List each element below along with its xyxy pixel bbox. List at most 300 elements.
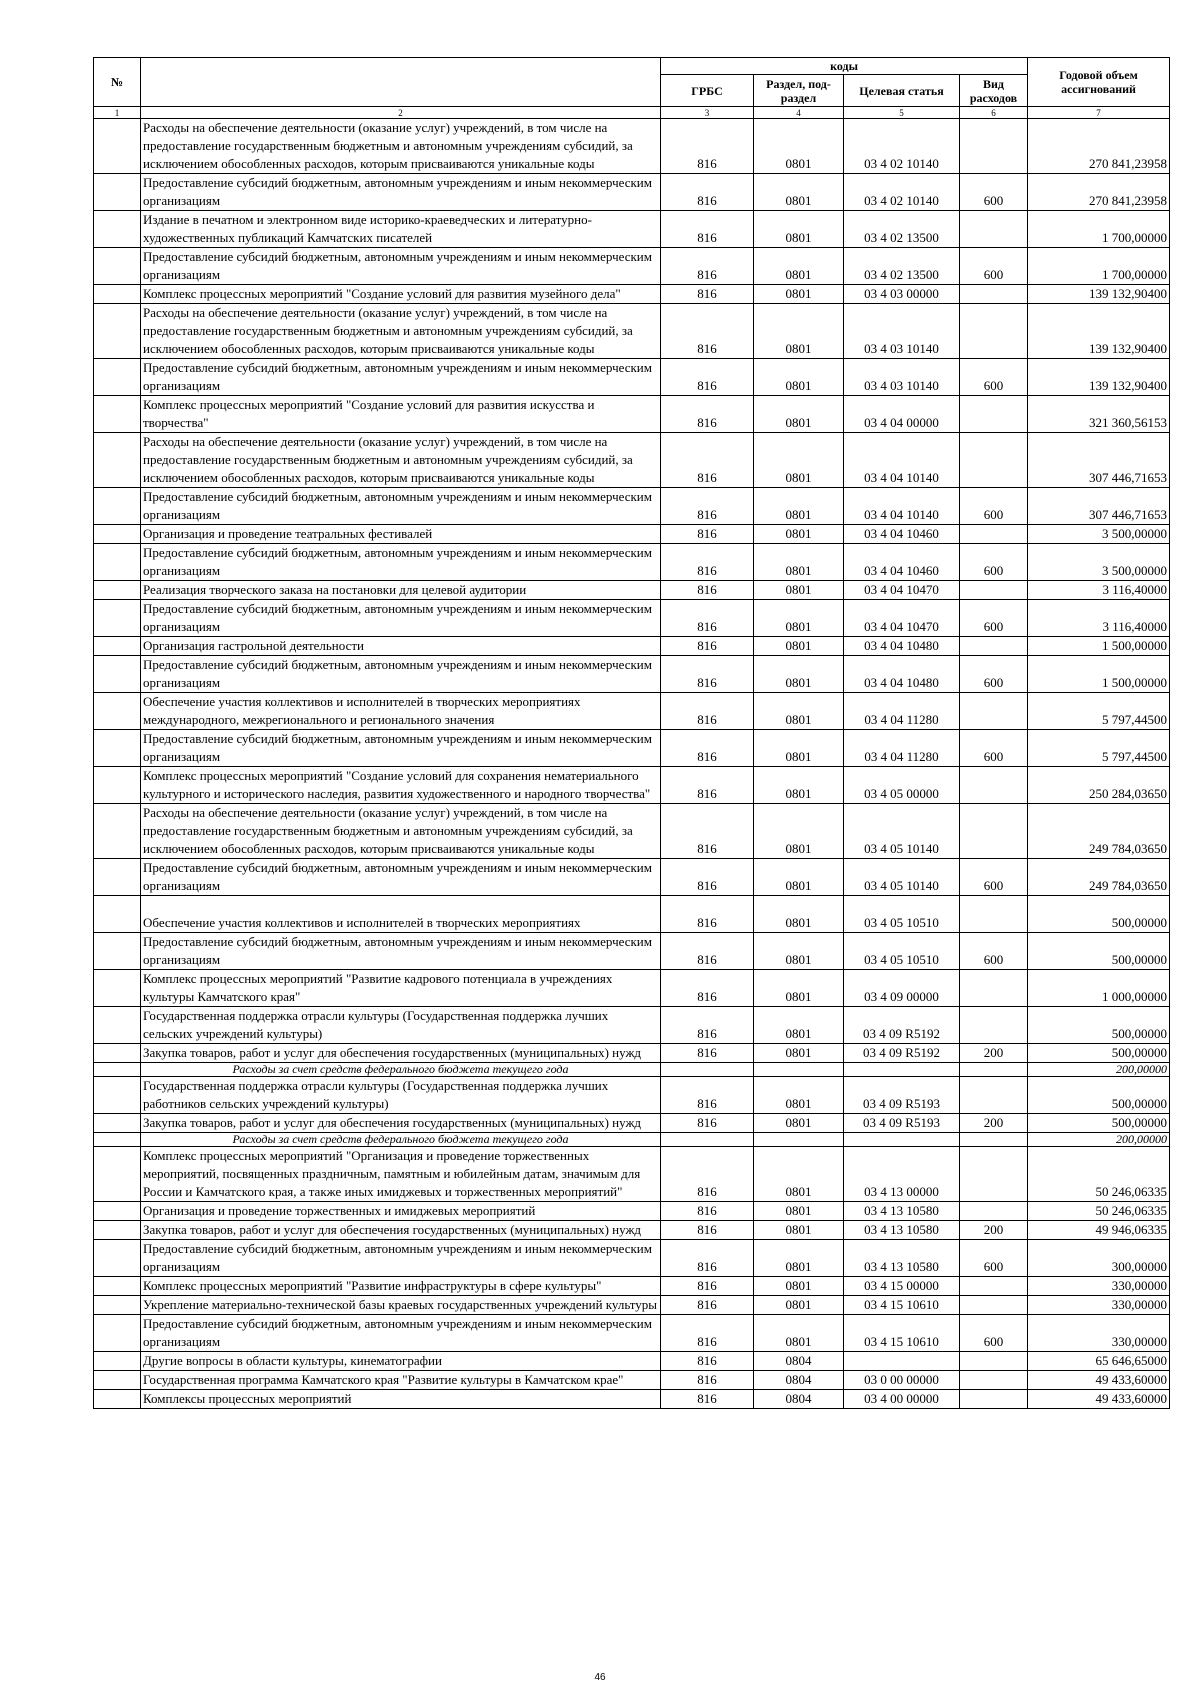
cell-grbs: 816 xyxy=(661,767,754,804)
cell-grbs: 816 xyxy=(661,119,754,174)
cell-num xyxy=(94,1147,141,1202)
cell-amount: 330,00000 xyxy=(1028,1277,1170,1296)
cell-name: Комплекс процессных мероприятий "Создание условий для сохранения нематериального культурного и исторического наследия, развития художественного и народного творчества" xyxy=(141,767,661,804)
cell-grbs: 816 xyxy=(661,1147,754,1202)
table-row xyxy=(94,896,1170,933)
cell-name: Предоставление субсидий бюджетным, автономным учреждениям и иным некоммерческим организациям xyxy=(141,1240,661,1277)
cell-name: Комплекс процессных мероприятий "Развитие инфраструктуры в сфере культуры" xyxy=(141,1277,661,1296)
cell-target: 03 4 09 00000 xyxy=(844,970,960,1007)
cell-target: 03 4 04 10140 xyxy=(844,433,960,488)
cell-num xyxy=(94,600,141,637)
cell-grbs: 816 xyxy=(661,396,754,433)
cell-name: Предоставление субсидий бюджетным, автономным учреждениям и иным некоммерческим организациям xyxy=(141,600,661,637)
cell-kind: 600 xyxy=(960,730,1028,767)
cell-grbs: 816 xyxy=(661,804,754,859)
cell-kind xyxy=(960,285,1028,304)
cell-name: Комплекс процессных мероприятий "Создание условий для развития музейного дела" xyxy=(141,285,661,304)
table-row xyxy=(94,730,1170,767)
cell-target xyxy=(844,1133,960,1147)
cell-grbs: 816 xyxy=(661,304,754,359)
cell-section: 0801 xyxy=(754,859,844,896)
cell-grbs: 816 xyxy=(661,285,754,304)
cell-num xyxy=(94,211,141,248)
cell-target: 03 4 04 10460 xyxy=(844,544,960,581)
cell-name: Предоставление субсидий бюджетным, автономным учреждениям и иным некоммерческим организациям xyxy=(141,859,661,896)
cell-name: Закупка товаров, работ и услуг для обеспечения государственных (муниципальных) нужд xyxy=(141,1044,661,1063)
cell-name: Предоставление субсидий бюджетным, автономным учреждениям и иным некоммерческим организациям xyxy=(141,359,661,396)
cell-section: 0801 xyxy=(754,767,844,804)
cell-section: 0801 xyxy=(754,896,844,933)
cell-target: 03 4 04 10470 xyxy=(844,581,960,600)
cell-amount: 50 246,06335 xyxy=(1028,1202,1170,1221)
cell-name: Организация и проведение театральных фестивалей xyxy=(141,525,661,544)
cell-num xyxy=(94,730,141,767)
table-row xyxy=(94,304,1170,359)
cell-kind xyxy=(960,525,1028,544)
cell-grbs: 816 xyxy=(661,211,754,248)
cell-target: 03 4 03 10140 xyxy=(844,359,960,396)
table-row xyxy=(94,544,1170,581)
cell-grbs: 816 xyxy=(661,359,754,396)
cell-name: Расходы на обеспечение деятельности (оказание услуг) учреждений, в том числе на предоставление государственным бюджетным и автономным учреждениям субсидий, за исключением обособленных расходов, которым присваиваются уникальные коды xyxy=(141,804,661,859)
col-header-grbs: ГРБС xyxy=(661,75,754,107)
cell-target: 03 4 03 10140 xyxy=(844,304,960,359)
cell-section: 0801 xyxy=(754,248,844,285)
cell-grbs: 816 xyxy=(661,933,754,970)
cell-target: 03 4 15 10610 xyxy=(844,1296,960,1315)
cell-amount: 139 132,90400 xyxy=(1028,359,1170,396)
cell-num xyxy=(94,1133,141,1147)
table-row xyxy=(94,1240,1170,1277)
cell-kind: 600 xyxy=(960,1240,1028,1277)
cell-grbs: 816 xyxy=(661,1352,754,1371)
cell-target: 03 4 00 00000 xyxy=(844,1390,960,1409)
cell-grbs: 816 xyxy=(661,1077,754,1114)
col-header-amount: Годовой объем ассигнований xyxy=(1028,58,1170,107)
cell-name: Другие вопросы в области культуры, кинематографии xyxy=(141,1352,661,1371)
cell-name: Предоставление субсидий бюджетным, автономным учреждениям и иным некоммерческим организациям xyxy=(141,488,661,525)
cell-target: 03 4 02 13500 xyxy=(844,211,960,248)
cell-num xyxy=(94,1296,141,1315)
cell-num xyxy=(94,693,141,730)
cell-num xyxy=(94,1371,141,1390)
cell-section: 0801 xyxy=(754,359,844,396)
cell-kind: 200 xyxy=(960,1221,1028,1240)
cell-amount: 50 246,06335 xyxy=(1028,1147,1170,1202)
cell-kind xyxy=(960,1007,1028,1044)
table-row xyxy=(94,656,1170,693)
cell-amount: 330,00000 xyxy=(1028,1296,1170,1315)
cell-grbs: 816 xyxy=(661,433,754,488)
cell-grbs: 816 xyxy=(661,600,754,637)
cell-num xyxy=(94,433,141,488)
cell-target: 03 4 04 10460 xyxy=(844,525,960,544)
cell-num xyxy=(94,933,141,970)
cell-amount: 500,00000 xyxy=(1028,1007,1170,1044)
cell-kind: 600 xyxy=(960,544,1028,581)
cell-grbs: 816 xyxy=(661,1296,754,1315)
cell-kind xyxy=(960,804,1028,859)
table-row xyxy=(94,1371,1170,1390)
cell-amount: 500,00000 xyxy=(1028,1114,1170,1133)
cell-grbs: 816 xyxy=(661,970,754,1007)
cell-kind xyxy=(960,1390,1028,1409)
table-row xyxy=(94,1147,1170,1202)
col-header-target: Целевая статья xyxy=(844,75,960,107)
cell-kind: 600 xyxy=(960,359,1028,396)
cell-section: 0804 xyxy=(754,1371,844,1390)
cell-target: 03 4 09 R5193 xyxy=(844,1114,960,1133)
cell-target xyxy=(844,1352,960,1371)
cell-kind xyxy=(960,1063,1028,1077)
cell-amount: 500,00000 xyxy=(1028,896,1170,933)
cell-name: Организация гастрольной деятельности xyxy=(141,637,661,656)
cell-grbs: 816 xyxy=(661,656,754,693)
cell-section: 0801 xyxy=(754,1077,844,1114)
table-row xyxy=(94,248,1170,285)
cell-name: Предоставление субсидий бюджетным, автономным учреждениям и иным некоммерческим организациям xyxy=(141,656,661,693)
cell-kind xyxy=(960,767,1028,804)
cell-amount: 1 500,00000 xyxy=(1028,656,1170,693)
col-number: 4 xyxy=(754,107,844,119)
cell-section: 0801 xyxy=(754,1147,844,1202)
col-number: 1 xyxy=(94,107,141,119)
table-row xyxy=(94,693,1170,730)
cell-num xyxy=(94,544,141,581)
cell-section: 0801 xyxy=(754,1221,844,1240)
cell-kind xyxy=(960,304,1028,359)
cell-grbs: 816 xyxy=(661,1044,754,1063)
cell-kind xyxy=(960,970,1028,1007)
cell-section: 0801 xyxy=(754,600,844,637)
cell-name: Расходы на обеспечение деятельности (оказание услуг) учреждений, в том числе на предоставление государственным бюджетным и автономным учреждениям субсидий, за исключением обособленных расходов, которым присваиваются уникальные коды xyxy=(141,433,661,488)
cell-amount: 1 000,00000 xyxy=(1028,970,1170,1007)
table-header xyxy=(94,58,1170,119)
cell-amount: 321 360,56153 xyxy=(1028,396,1170,433)
cell-name: Расходы на обеспечение деятельности (оказание услуг) учреждений, в том числе на предоставление государственным бюджетным и автономным учреждениям субсидий, за исключением обособленных расходов, которым присваиваются уникальные коды xyxy=(141,119,661,174)
cell-num xyxy=(94,174,141,211)
cell-num xyxy=(94,396,141,433)
cell-name: Комплекс процессных мероприятий "Создание условий для развития искусства и творчества" xyxy=(141,396,661,433)
table-row xyxy=(94,804,1170,859)
table-row xyxy=(94,600,1170,637)
cell-grbs: 816 xyxy=(661,581,754,600)
cell-grbs: 816 xyxy=(661,637,754,656)
cell-grbs: 816 xyxy=(661,1240,754,1277)
cell-amount: 1 700,00000 xyxy=(1028,211,1170,248)
cell-num xyxy=(94,804,141,859)
column-number-row xyxy=(94,107,1170,119)
cell-section: 0801 xyxy=(754,1240,844,1277)
cell-grbs: 816 xyxy=(661,693,754,730)
cell-grbs: 816 xyxy=(661,1315,754,1352)
cell-amount: 5 797,44500 xyxy=(1028,730,1170,767)
cell-kind xyxy=(960,693,1028,730)
cell-num xyxy=(94,525,141,544)
cell-target: 03 4 13 10580 xyxy=(844,1240,960,1277)
cell-section xyxy=(754,1063,844,1077)
cell-grbs: 816 xyxy=(661,1371,754,1390)
cell-kind: 600 xyxy=(960,656,1028,693)
cell-amount: 500,00000 xyxy=(1028,1077,1170,1114)
cell-amount: 49 433,60000 xyxy=(1028,1390,1170,1409)
cell-amount: 3 500,00000 xyxy=(1028,544,1170,581)
cell-section: 0801 xyxy=(754,488,844,525)
cell-num xyxy=(94,285,141,304)
cell-target: 03 0 00 00000 xyxy=(844,1371,960,1390)
cell-kind xyxy=(960,1371,1028,1390)
cell-name: Реализация творческого заказа на постановки для целевой аудитории xyxy=(141,581,661,600)
cell-name: Обеспечение участия коллективов и исполнителей в творческих мероприятиях международного, межрегионального и регионального значения xyxy=(141,693,661,730)
col-header-codes: коды xyxy=(661,58,1028,75)
cell-amount: 270 841,23958 xyxy=(1028,174,1170,211)
cell-target: 03 4 09 R5192 xyxy=(844,1007,960,1044)
cell-section: 0801 xyxy=(754,730,844,767)
cell-num xyxy=(94,1063,141,1077)
cell-section: 0801 xyxy=(754,525,844,544)
cell-grbs xyxy=(661,1063,754,1077)
cell-num xyxy=(94,1315,141,1352)
cell-amount: 330,00000 xyxy=(1028,1315,1170,1352)
cell-target: 03 4 15 00000 xyxy=(844,1277,960,1296)
cell-num xyxy=(94,119,141,174)
cell-target: 03 4 04 11280 xyxy=(844,693,960,730)
cell-amount: 3 116,40000 xyxy=(1028,600,1170,637)
table-row xyxy=(94,119,1170,174)
cell-num xyxy=(94,248,141,285)
cell-kind xyxy=(960,1296,1028,1315)
cell-amount: 500,00000 xyxy=(1028,933,1170,970)
cell-amount: 139 132,90400 xyxy=(1028,304,1170,359)
cell-section: 0801 xyxy=(754,285,844,304)
table-row xyxy=(94,1077,1170,1114)
table-row xyxy=(94,1352,1170,1371)
col-number: 7 xyxy=(1028,107,1170,119)
cell-name: Укрепление материально-технической базы краевых государственных учреждений культуры xyxy=(141,1296,661,1315)
cell-section: 0801 xyxy=(754,174,844,211)
cell-grbs: 816 xyxy=(661,1277,754,1296)
cell-num xyxy=(94,488,141,525)
cell-num xyxy=(94,304,141,359)
cell-target: 03 4 13 10580 xyxy=(844,1202,960,1221)
table-row xyxy=(94,1044,1170,1063)
table-row xyxy=(94,211,1170,248)
cell-name: Расходы на обеспечение деятельности (оказание услуг) учреждений, в том числе на предоставление государственным бюджетным и автономным учреждениям субсидий, за исключением обособленных расходов, которым присваиваются уникальные коды xyxy=(141,304,661,359)
cell-target: 03 4 09 R5192 xyxy=(844,1044,960,1063)
cell-target: 03 4 04 00000 xyxy=(844,396,960,433)
cell-kind: 600 xyxy=(960,174,1028,211)
cell-target: 03 4 04 10480 xyxy=(844,637,960,656)
cell-target: 03 4 03 00000 xyxy=(844,285,960,304)
cell-section: 0801 xyxy=(754,656,844,693)
cell-target: 03 4 05 10510 xyxy=(844,896,960,933)
cell-num xyxy=(94,581,141,600)
cell-amount: 49 946,06335 xyxy=(1028,1221,1170,1240)
cell-name: Расходы за счет средств федерального бюджета текущего года xyxy=(141,1133,661,1147)
cell-section: 0804 xyxy=(754,1352,844,1371)
cell-grbs: 816 xyxy=(661,525,754,544)
cell-kind xyxy=(960,1277,1028,1296)
table-row xyxy=(94,1277,1170,1296)
cell-name: Предоставление субсидий бюджетным, автономным учреждениям и иным некоммерческим организациям xyxy=(141,730,661,767)
cell-name: Закупка товаров, работ и услуг для обеспечения государственных (муниципальных) нужд xyxy=(141,1221,661,1240)
cell-target: 03 4 15 10610 xyxy=(844,1315,960,1352)
cell-amount: 250 284,03650 xyxy=(1028,767,1170,804)
cell-grbs: 816 xyxy=(661,174,754,211)
cell-num xyxy=(94,1044,141,1063)
table-row xyxy=(94,1202,1170,1221)
cell-num xyxy=(94,637,141,656)
cell-grbs: 816 xyxy=(661,1390,754,1409)
cell-num xyxy=(94,767,141,804)
cell-grbs: 816 xyxy=(661,1007,754,1044)
table-row xyxy=(94,767,1170,804)
table-row xyxy=(94,1007,1170,1044)
cell-amount: 3 500,00000 xyxy=(1028,525,1170,544)
cell-section: 0801 xyxy=(754,119,844,174)
cell-target: 03 4 09 R5193 xyxy=(844,1077,960,1114)
cell-section: 0801 xyxy=(754,693,844,730)
table-row xyxy=(94,433,1170,488)
cell-kind xyxy=(960,1077,1028,1114)
federal-subtotal-row xyxy=(94,1133,1170,1147)
table-row xyxy=(94,581,1170,600)
cell-grbs: 816 xyxy=(661,896,754,933)
cell-section: 0801 xyxy=(754,1315,844,1352)
cell-amount: 5 797,44500 xyxy=(1028,693,1170,730)
cell-grbs: 816 xyxy=(661,859,754,896)
table-row xyxy=(94,488,1170,525)
cell-target: 03 4 04 10140 xyxy=(844,488,960,525)
col-number: 5 xyxy=(844,107,960,119)
cell-grbs: 816 xyxy=(661,1221,754,1240)
table-row xyxy=(94,933,1170,970)
cell-grbs: 816 xyxy=(661,730,754,767)
cell-num xyxy=(94,1007,141,1044)
cell-kind: 600 xyxy=(960,600,1028,637)
cell-section: 0801 xyxy=(754,544,844,581)
cell-grbs xyxy=(661,1133,754,1147)
cell-kind xyxy=(960,581,1028,600)
cell-name: Государственная программа Камчатского края "Развитие культуры в Камчатском крае" xyxy=(141,1371,661,1390)
table-row xyxy=(94,1315,1170,1352)
table-row xyxy=(94,859,1170,896)
cell-name: Комплекс процессных мероприятий "Развитие кадрового потенциала в учреждениях культуры Камчатского края" xyxy=(141,970,661,1007)
page-number: 46 xyxy=(594,1672,606,1683)
cell-kind: 200 xyxy=(960,1114,1028,1133)
cell-num xyxy=(94,1077,141,1114)
federal-subtotal-row xyxy=(94,1063,1170,1077)
table-row xyxy=(94,637,1170,656)
cell-kind: 600 xyxy=(960,248,1028,285)
cell-section: 0801 xyxy=(754,1277,844,1296)
col-number: 6 xyxy=(960,107,1028,119)
cell-kind: 600 xyxy=(960,859,1028,896)
cell-num xyxy=(94,1390,141,1409)
cell-target: 03 4 05 10140 xyxy=(844,804,960,859)
cell-amount: 49 433,60000 xyxy=(1028,1371,1170,1390)
col-header-kind: Вид расходов xyxy=(960,75,1028,107)
cell-amount: 300,00000 xyxy=(1028,1240,1170,1277)
cell-target: 03 4 02 10140 xyxy=(844,119,960,174)
col-number: 3 xyxy=(661,107,754,119)
cell-kind: 600 xyxy=(960,488,1028,525)
table-row xyxy=(94,1296,1170,1315)
table-row xyxy=(94,1114,1170,1133)
cell-kind xyxy=(960,1133,1028,1147)
table-row xyxy=(94,525,1170,544)
cell-name: Предоставление субсидий бюджетным, автономным учреждениям и иным некоммерческим организациям xyxy=(141,248,661,285)
cell-num xyxy=(94,1352,141,1371)
cell-name: Предоставление субсидий бюджетным, автономным учреждениям и иным некоммерческим организациям xyxy=(141,544,661,581)
table-body xyxy=(94,119,1170,1409)
cell-name: Комплексы процессных мероприятий xyxy=(141,1390,661,1409)
cell-section: 0801 xyxy=(754,396,844,433)
cell-amount: 307 446,71653 xyxy=(1028,488,1170,525)
cell-section: 0801 xyxy=(754,581,844,600)
cell-section: 0801 xyxy=(754,1296,844,1315)
cell-kind: 600 xyxy=(960,1315,1028,1352)
table-row xyxy=(94,285,1170,304)
cell-num xyxy=(94,896,141,933)
cell-amount: 200,00000 xyxy=(1028,1133,1170,1147)
cell-section: 0801 xyxy=(754,933,844,970)
cell-amount: 1 500,00000 xyxy=(1028,637,1170,656)
cell-section: 0801 xyxy=(754,304,844,359)
cell-amount: 3 116,40000 xyxy=(1028,581,1170,600)
cell-grbs: 816 xyxy=(661,544,754,581)
cell-num xyxy=(94,1240,141,1277)
cell-target: 03 4 13 10580 xyxy=(844,1221,960,1240)
cell-kind xyxy=(960,1147,1028,1202)
cell-kind xyxy=(960,119,1028,174)
cell-section: 0801 xyxy=(754,211,844,248)
cell-kind xyxy=(960,896,1028,933)
cell-section: 0801 xyxy=(754,1007,844,1044)
cell-section: 0801 xyxy=(754,433,844,488)
cell-section: 0801 xyxy=(754,1044,844,1063)
cell-name: Издание в печатном и электронном виде историко-краеведческих и литературно-художественных публикаций Камчатских писателей xyxy=(141,211,661,248)
cell-grbs: 816 xyxy=(661,248,754,285)
cell-grbs: 816 xyxy=(661,488,754,525)
cell-target: 03 4 02 13500 xyxy=(844,248,960,285)
cell-name: Государственная поддержка отрасли культуры (Государственная поддержка лучших сельских учреждений культуры) xyxy=(141,1007,661,1044)
cell-section: 0804 xyxy=(754,1390,844,1409)
cell-amount: 1 700,00000 xyxy=(1028,248,1170,285)
cell-name: Комплекс процессных мероприятий "Организация и проведение торжественных мероприятий, посвященных праздничным, памятным и юбилейным датам, значимым для России и Камчатского края, а также иных имиджевых и торжественных мероприятий" xyxy=(141,1147,661,1202)
table-row xyxy=(94,1221,1170,1240)
cell-name: Предоставление субсидий бюджетным, автономным учреждениям и иным некоммерческим организациям xyxy=(141,933,661,970)
cell-section: 0801 xyxy=(754,1202,844,1221)
col-header-section: Раздел, под-раздел xyxy=(754,75,844,107)
cell-kind xyxy=(960,433,1028,488)
cell-amount: 307 446,71653 xyxy=(1028,433,1170,488)
cell-num xyxy=(94,1114,141,1133)
cell-amount: 200,00000 xyxy=(1028,1063,1170,1077)
cell-num xyxy=(94,1202,141,1221)
cell-name: Предоставление субсидий бюджетным, автономным учреждениям и иным некоммерческим организациям xyxy=(141,1315,661,1352)
cell-target: 03 4 13 00000 xyxy=(844,1147,960,1202)
cell-section: 0801 xyxy=(754,970,844,1007)
table-row xyxy=(94,970,1170,1007)
cell-name: Государственная поддержка отрасли культуры (Государственная поддержка лучших работников сельских учреждений культуры) xyxy=(141,1077,661,1114)
cell-target xyxy=(844,1063,960,1077)
cell-amount: 249 784,03650 xyxy=(1028,804,1170,859)
cell-target: 03 4 05 00000 xyxy=(844,767,960,804)
cell-grbs: 816 xyxy=(661,1202,754,1221)
cell-amount: 139 132,90400 xyxy=(1028,285,1170,304)
cell-num xyxy=(94,859,141,896)
